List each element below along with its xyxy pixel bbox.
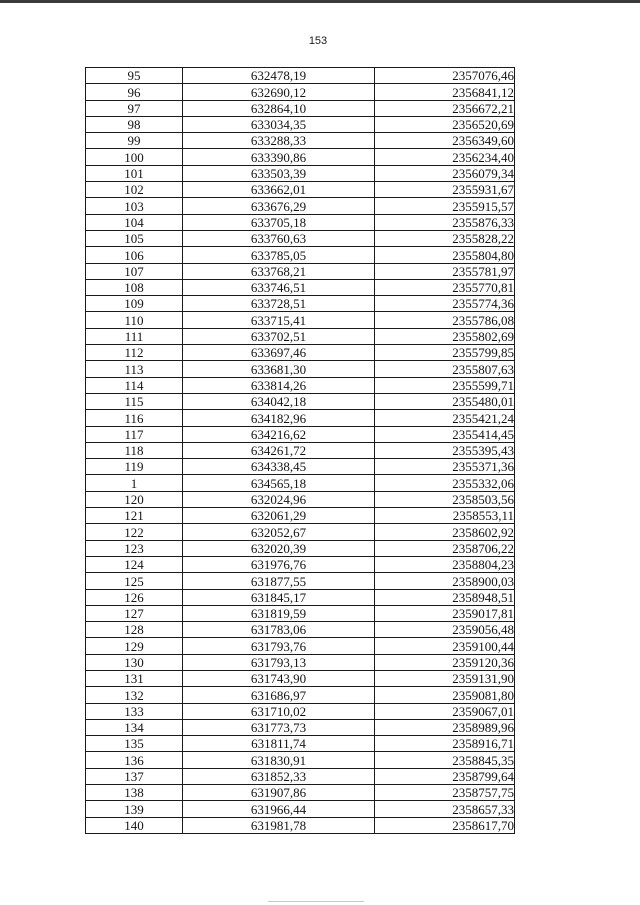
cell-x-coordinate: 633728,51 xyxy=(183,296,375,312)
cell-y-coordinate: 2355807,63 xyxy=(375,361,515,377)
cell-x-coordinate: 631811,74 xyxy=(183,736,375,752)
cell-point-number: 124 xyxy=(86,556,183,572)
cell-point-number: 123 xyxy=(86,540,183,556)
table-row xyxy=(86,296,515,312)
cell-x-coordinate: 631783,06 xyxy=(183,622,375,638)
table-row xyxy=(86,149,515,165)
cell-point-number: 138 xyxy=(86,785,183,801)
table-row xyxy=(86,393,515,409)
table-row xyxy=(86,100,515,116)
cell-x-coordinate: 633814,26 xyxy=(183,377,375,393)
cell-x-coordinate: 634182,96 xyxy=(183,410,375,426)
cell-x-coordinate: 631976,76 xyxy=(183,556,375,572)
cell-point-number: 108 xyxy=(86,279,183,295)
cell-y-coordinate: 2356079,34 xyxy=(375,165,515,181)
cell-point-number: 97 xyxy=(86,100,183,116)
cell-x-coordinate: 631852,33 xyxy=(183,768,375,784)
cell-y-coordinate: 2356349,60 xyxy=(375,133,515,149)
table-row xyxy=(86,475,515,491)
cell-y-coordinate: 2359081,80 xyxy=(375,687,515,703)
cell-y-coordinate: 2358503,56 xyxy=(375,491,515,507)
table-row xyxy=(86,801,515,817)
cell-y-coordinate: 2355786,08 xyxy=(375,312,515,328)
cell-y-coordinate: 2355332,06 xyxy=(375,475,515,491)
cell-point-number: 135 xyxy=(86,736,183,752)
table-row xyxy=(86,133,515,149)
coordinates-table xyxy=(85,67,515,834)
cell-y-coordinate: 2356841,12 xyxy=(375,84,515,100)
table-row xyxy=(86,328,515,344)
cell-x-coordinate: 631686,97 xyxy=(183,687,375,703)
cell-y-coordinate: 2356520,69 xyxy=(375,116,515,132)
cell-x-coordinate: 633760,63 xyxy=(183,230,375,246)
cell-x-coordinate: 632024,96 xyxy=(183,491,375,507)
cell-y-coordinate: 2355802,69 xyxy=(375,328,515,344)
table-row xyxy=(86,556,515,572)
coordinates-table-body xyxy=(86,68,515,834)
cell-y-coordinate: 2358845,35 xyxy=(375,752,515,768)
cell-y-coordinate: 2355395,43 xyxy=(375,442,515,458)
cell-point-number: 128 xyxy=(86,622,183,638)
table-row xyxy=(86,442,515,458)
cell-y-coordinate: 2358757,75 xyxy=(375,785,515,801)
table-row xyxy=(86,214,515,230)
cell-x-coordinate: 634216,62 xyxy=(183,426,375,442)
cell-x-coordinate: 634042,18 xyxy=(183,393,375,409)
table-row xyxy=(86,654,515,670)
cell-point-number: 117 xyxy=(86,426,183,442)
table-row xyxy=(86,84,515,100)
cell-point-number: 137 xyxy=(86,768,183,784)
cell-point-number: 103 xyxy=(86,198,183,214)
cell-x-coordinate: 631830,91 xyxy=(183,752,375,768)
cell-y-coordinate: 2355421,24 xyxy=(375,410,515,426)
cell-x-coordinate: 633676,29 xyxy=(183,198,375,214)
cell-y-coordinate: 2355774,36 xyxy=(375,296,515,312)
scan-top-border xyxy=(0,0,640,3)
cell-y-coordinate: 2355799,85 xyxy=(375,345,515,361)
cell-x-coordinate: 633697,46 xyxy=(183,345,375,361)
table-row xyxy=(86,279,515,295)
cell-x-coordinate: 632052,67 xyxy=(183,524,375,540)
table-row xyxy=(86,573,515,589)
cell-point-number: 133 xyxy=(86,703,183,719)
cell-point-number: 105 xyxy=(86,230,183,246)
cell-x-coordinate: 633768,21 xyxy=(183,263,375,279)
cell-point-number: 139 xyxy=(86,801,183,817)
cell-point-number: 120 xyxy=(86,491,183,507)
scan-bottom-mark xyxy=(268,901,364,902)
cell-y-coordinate: 2359120,36 xyxy=(375,654,515,670)
cell-x-coordinate: 633705,18 xyxy=(183,214,375,230)
table-row xyxy=(86,622,515,638)
cell-y-coordinate: 2358657,33 xyxy=(375,801,515,817)
cell-point-number: 100 xyxy=(86,149,183,165)
table-row xyxy=(86,459,515,475)
cell-point-number: 119 xyxy=(86,459,183,475)
table-row xyxy=(86,508,515,524)
cell-y-coordinate: 2359100,44 xyxy=(375,638,515,654)
cell-point-number: 96 xyxy=(86,84,183,100)
cell-point-number: 95 xyxy=(86,68,183,84)
cell-point-number: 140 xyxy=(86,817,183,833)
cell-x-coordinate: 631710,02 xyxy=(183,703,375,719)
cell-point-number: 104 xyxy=(86,214,183,230)
cell-point-number: 113 xyxy=(86,361,183,377)
cell-x-coordinate: 633681,30 xyxy=(183,361,375,377)
cell-x-coordinate: 633785,05 xyxy=(183,247,375,263)
cell-x-coordinate: 633390,86 xyxy=(183,149,375,165)
cell-x-coordinate: 631773,73 xyxy=(183,719,375,735)
cell-point-number: 99 xyxy=(86,133,183,149)
table-row xyxy=(86,768,515,784)
cell-x-coordinate: 634261,72 xyxy=(183,442,375,458)
table-row xyxy=(86,230,515,246)
cell-y-coordinate: 2358900,03 xyxy=(375,573,515,589)
cell-x-coordinate: 633746,51 xyxy=(183,279,375,295)
table-row xyxy=(86,312,515,328)
cell-y-coordinate: 2355599,71 xyxy=(375,377,515,393)
cell-y-coordinate: 2359017,81 xyxy=(375,605,515,621)
cell-x-coordinate: 633702,51 xyxy=(183,328,375,344)
cell-x-coordinate: 633503,39 xyxy=(183,165,375,181)
cell-point-number: 131 xyxy=(86,670,183,686)
cell-y-coordinate: 2355876,33 xyxy=(375,214,515,230)
cell-y-coordinate: 2356672,21 xyxy=(375,100,515,116)
cell-point-number: 114 xyxy=(86,377,183,393)
cell-x-coordinate: 631743,90 xyxy=(183,670,375,686)
table-row xyxy=(86,182,515,198)
table-row xyxy=(86,540,515,556)
cell-x-coordinate: 633034,35 xyxy=(183,116,375,132)
table-row xyxy=(86,247,515,263)
cell-y-coordinate: 2356234,40 xyxy=(375,149,515,165)
cell-point-number: 132 xyxy=(86,687,183,703)
cell-y-coordinate: 2355804,80 xyxy=(375,247,515,263)
cell-x-coordinate: 631877,55 xyxy=(183,573,375,589)
cell-point-number: 134 xyxy=(86,719,183,735)
cell-point-number: 121 xyxy=(86,508,183,524)
table-row xyxy=(86,361,515,377)
table-row xyxy=(86,785,515,801)
table-row xyxy=(86,410,515,426)
table-row xyxy=(86,687,515,703)
cell-x-coordinate: 631981,78 xyxy=(183,817,375,833)
cell-point-number: 115 xyxy=(86,393,183,409)
table-row xyxy=(86,165,515,181)
cell-point-number: 111 xyxy=(86,328,183,344)
table-row xyxy=(86,377,515,393)
cell-y-coordinate: 2358916,71 xyxy=(375,736,515,752)
table-row xyxy=(86,817,515,833)
cell-x-coordinate: 632061,29 xyxy=(183,508,375,524)
cell-y-coordinate: 2357076,46 xyxy=(375,68,515,84)
cell-x-coordinate: 631819,59 xyxy=(183,605,375,621)
cell-x-coordinate: 633288,33 xyxy=(183,133,375,149)
table-row xyxy=(86,491,515,507)
cell-y-coordinate: 2355371,36 xyxy=(375,459,515,475)
table-row xyxy=(86,670,515,686)
cell-point-number: 109 xyxy=(86,296,183,312)
cell-x-coordinate: 631907,86 xyxy=(183,785,375,801)
cell-point-number: 110 xyxy=(86,312,183,328)
cell-y-coordinate: 2359131,90 xyxy=(375,670,515,686)
cell-y-coordinate: 2358989,96 xyxy=(375,719,515,735)
table-row xyxy=(86,426,515,442)
table-row xyxy=(86,68,515,84)
cell-y-coordinate: 2358602,92 xyxy=(375,524,515,540)
cell-point-number: 126 xyxy=(86,589,183,605)
cell-point-number: 116 xyxy=(86,410,183,426)
cell-x-coordinate: 634338,45 xyxy=(183,459,375,475)
cell-y-coordinate: 2358617,70 xyxy=(375,817,515,833)
cell-x-coordinate: 632690,12 xyxy=(183,84,375,100)
table-row xyxy=(86,589,515,605)
cell-y-coordinate: 2355414,45 xyxy=(375,426,515,442)
cell-y-coordinate: 2358799,64 xyxy=(375,768,515,784)
cell-x-coordinate: 633715,41 xyxy=(183,312,375,328)
cell-y-coordinate: 2358948,51 xyxy=(375,589,515,605)
cell-x-coordinate: 632864,10 xyxy=(183,100,375,116)
cell-point-number: 130 xyxy=(86,654,183,670)
cell-x-coordinate: 633662,01 xyxy=(183,182,375,198)
cell-point-number: 112 xyxy=(86,345,183,361)
cell-point-number: 102 xyxy=(86,182,183,198)
cell-y-coordinate: 2355931,67 xyxy=(375,182,515,198)
cell-y-coordinate: 2355770,81 xyxy=(375,279,515,295)
cell-y-coordinate: 2359067,01 xyxy=(375,703,515,719)
cell-y-coordinate: 2355915,57 xyxy=(375,198,515,214)
cell-point-number: 127 xyxy=(86,605,183,621)
table-row xyxy=(86,524,515,540)
cell-x-coordinate: 631845,17 xyxy=(183,589,375,605)
cell-x-coordinate: 631793,76 xyxy=(183,638,375,654)
table-row xyxy=(86,703,515,719)
cell-y-coordinate: 2359056,48 xyxy=(375,622,515,638)
cell-y-coordinate: 2358706,22 xyxy=(375,540,515,556)
cell-x-coordinate: 632020,39 xyxy=(183,540,375,556)
table-row xyxy=(86,736,515,752)
cell-point-number: 122 xyxy=(86,524,183,540)
table-row xyxy=(86,345,515,361)
table-row xyxy=(86,263,515,279)
cell-point-number: 1 xyxy=(86,475,183,491)
table-row xyxy=(86,638,515,654)
table-row xyxy=(86,605,515,621)
cell-point-number: 136 xyxy=(86,752,183,768)
cell-x-coordinate: 631793,13 xyxy=(183,654,375,670)
cell-y-coordinate: 2358553,11 xyxy=(375,508,515,524)
cell-x-coordinate: 631966,44 xyxy=(183,801,375,817)
cell-y-coordinate: 2358804,23 xyxy=(375,556,515,572)
cell-x-coordinate: 632478,19 xyxy=(183,68,375,84)
table-row xyxy=(86,719,515,735)
cell-y-coordinate: 2355480,01 xyxy=(375,393,515,409)
table-row xyxy=(86,198,515,214)
cell-x-coordinate: 634565,18 xyxy=(183,475,375,491)
page-number: 153 xyxy=(308,35,328,47)
cell-point-number: 129 xyxy=(86,638,183,654)
cell-point-number: 125 xyxy=(86,573,183,589)
cell-point-number: 107 xyxy=(86,263,183,279)
cell-point-number: 118 xyxy=(86,442,183,458)
table-row xyxy=(86,116,515,132)
cell-point-number: 106 xyxy=(86,247,183,263)
cell-point-number: 98 xyxy=(86,116,183,132)
table-row xyxy=(86,752,515,768)
cell-y-coordinate: 2355781,97 xyxy=(375,263,515,279)
cell-y-coordinate: 2355828,22 xyxy=(375,230,515,246)
cell-point-number: 101 xyxy=(86,165,183,181)
